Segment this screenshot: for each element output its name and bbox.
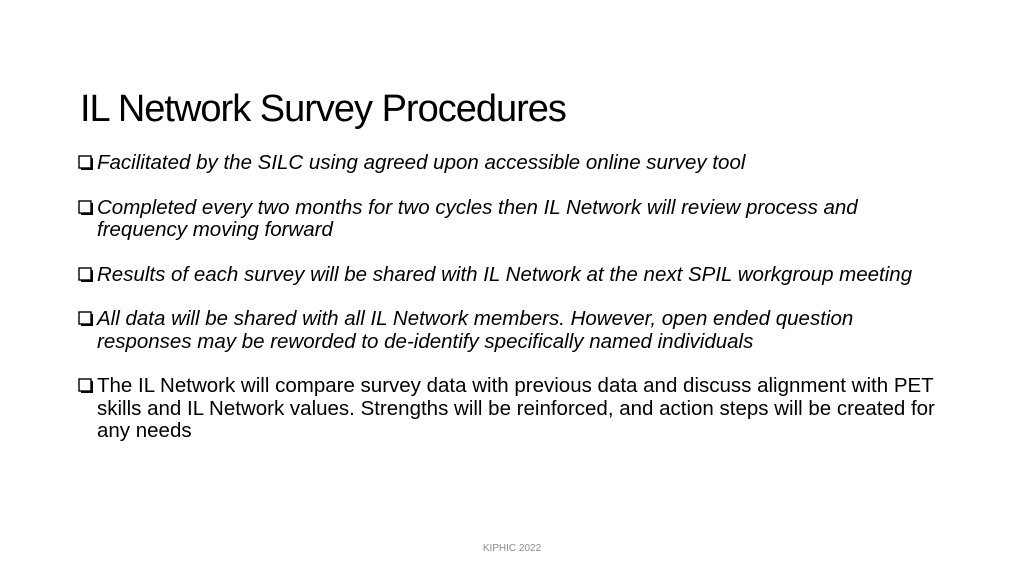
- bullet-text: All data will be shared with all IL Network members. However, open ended question responses may be reworded to de-identify specifically named individuals: [97, 307, 854, 353]
- checkbox-bullet-icon: [78, 200, 93, 215]
- bullet-text: Completed every two months for two cycles then IL Network will review process and frequency moving forward: [97, 195, 858, 241]
- bullet-text: Facilitated by the SILC using agreed upon accessible online survey tool: [97, 151, 746, 174]
- bullet-item: [78, 375, 948, 443]
- checkbox-bullet-icon: [78, 378, 93, 393]
- slide-title: IL Network Survey Procedures: [80, 88, 566, 131]
- footer-text: KIPHIC 2022: [482, 543, 542, 554]
- checkbox-bullet-icon: [78, 155, 93, 170]
- bullet-text: Results of each survey will be shared with IL Network at the next SPIL workgroup meeting: [97, 262, 913, 286]
- bullet-text: The IL Network will compare survey data with previous data and discuss alignment with PET skills and IL Network values. Strengths will be reinforced, and action steps will be created for any needs: [97, 374, 935, 442]
- bullet-item: [78, 152, 948, 175]
- bullet-item: [78, 197, 948, 242]
- checkbox-bullet-icon: [78, 311, 93, 326]
- bullet-item: [78, 264, 948, 287]
- checkbox-bullet-icon: [78, 267, 93, 282]
- bullet-list: [78, 152, 948, 465]
- bullet-item: [78, 308, 948, 353]
